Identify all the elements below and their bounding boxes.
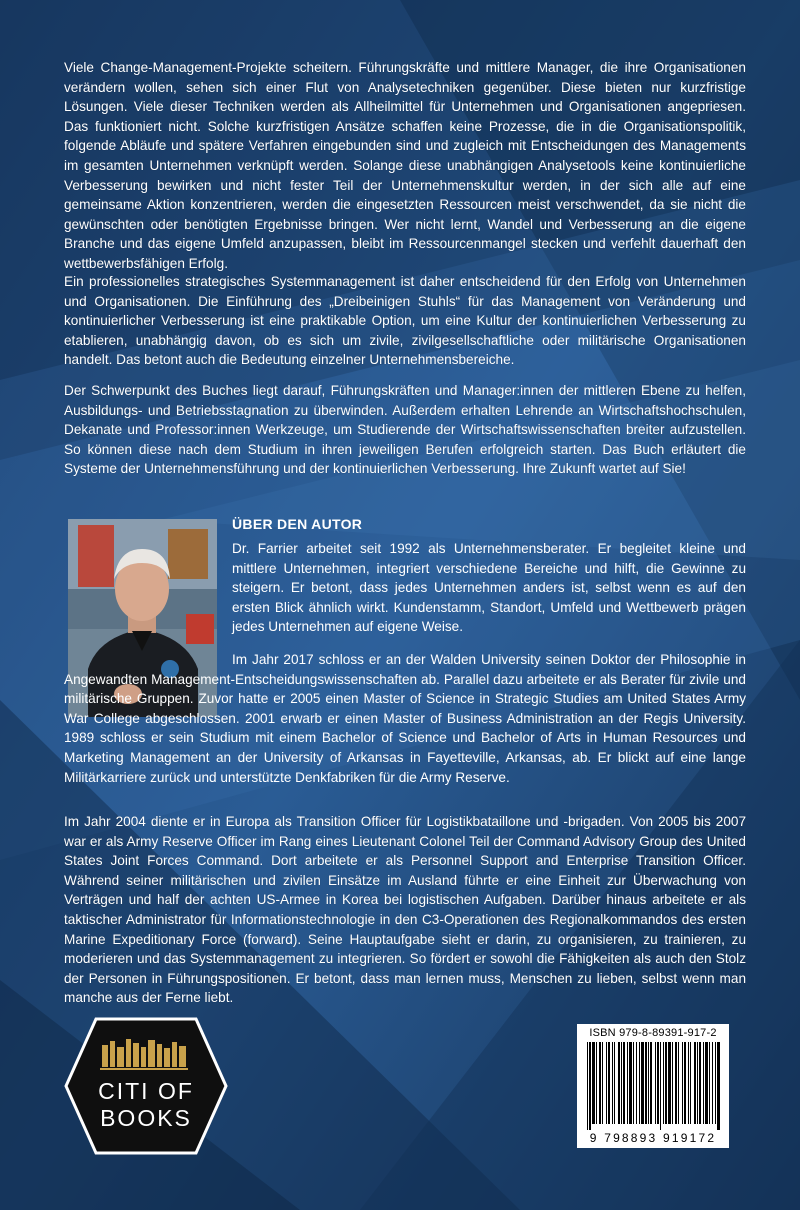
barcode-bar: [627, 1042, 628, 1124]
barcode-digits: 9 798893 919172: [589, 1131, 717, 1145]
logo-line-2: BOOKS: [100, 1105, 192, 1131]
barcode-bar: [608, 1042, 610, 1124]
barcode-bar: [602, 1042, 603, 1124]
barcode-bar: [629, 1042, 632, 1124]
barcode-bar: [682, 1042, 683, 1124]
author-bio-paragraph-1: Dr. Farrier arbeitet seit 1992 als Unternehmensberater. Er begleitet kleine und mittlere Unternehmen, integriert verschiedene Bereiche und hilft, die Gewinne zu steigern. Er betont, dass jedes Unternehmen anders ist, selbst wenn es auf den ersten Blick ähnlich wirkt. Kundenstamm, Standort, Umfeld und Wettbewerb prägen jedes Unternehmen auf eigene Weise.: [232, 541, 746, 635]
barcode-bar: [697, 1042, 698, 1124]
barcode-bar: [633, 1042, 634, 1124]
barcode-bar: [660, 1042, 661, 1130]
barcode-bar: [612, 1042, 613, 1124]
barcode-bar: [690, 1042, 691, 1124]
barcode-bars: [583, 1042, 723, 1130]
barcode-bar: [709, 1042, 710, 1124]
barcode-bar: [592, 1042, 595, 1124]
barcode-bar: [657, 1042, 659, 1124]
author-bio-paragraph-2: Im Jahr 2017 schloss er an der Walden University seinen Doktor der Philosophie in Angewandten Management-Entscheidungswissenschaften ab. Parallel dazu arbeitete er als Berater für zivile und militärische Gruppen. Zuvor hatte er 2005 einen Master of Science in Strategic Studies am United States Army War College abgeschlossen. 2001 erwarb er einen Master of Business Administration an der Regis University. 1989 schloss er sein Studium mit einem Bachelor of Science und Bachelor of Arts in Human Resources und Marketing Management an der University of Arkansas in Fayetteville, Arkansas, ab. Er blickt auf eine lange Militärkarriere zurück und unterstützte Denkfabriken für die Army Reserve.: [64, 652, 746, 785]
barcode-bar: [672, 1042, 673, 1124]
barcode-bar: [684, 1042, 686, 1124]
barcode-bar: [614, 1042, 615, 1124]
barcode-bar: [650, 1042, 652, 1124]
barcode-bar: [678, 1042, 679, 1124]
isbn-label: ISBN 979-8-89391-917-2: [589, 1027, 717, 1039]
barcode-bar: [668, 1042, 671, 1124]
barcode-bar: [623, 1042, 625, 1124]
blurb-paragraph-3: Der Schwerpunkt des Buches liegt darauf, Führungskräften und Manager:innen der mittleren Ebene zu helfen, Ausbildungs- und Betriebsstagnation zu überwinden. Außerdem erhalten Lehrende an Wirtschaftshochschulen, Dekanate und Professor:innen Werkzeuge, um Studierende der Wirtschaftswissenschaften breiter aufzustellen. So können diese nach dem Studium in ihren jeweiligen Berufen erfolgreich starten. Das Buch erläutert die Systeme der Unternehmensführung und der kontinuierlichen Verbesserung. Ihre Zukunft wartet auf Sie!: [64, 383, 746, 477]
barcode-bar: [618, 1042, 620, 1124]
barcode-bar: [699, 1042, 701, 1124]
barcode-bar: [606, 1042, 607, 1124]
barcode-bar: [663, 1042, 664, 1124]
author-heading: ÜBER DEN AUTOR: [232, 516, 363, 532]
barcode-bar: [703, 1042, 704, 1124]
isbn-barcode: [577, 1024, 729, 1148]
barcode-bar: [587, 1042, 588, 1130]
author-bio-paragraph-3: Im Jahr 2004 diente er in Europa als Transition Officer für Logistikbataillone und -brigaden. Von 2005 bis 2007 war er als Army Reserve Officer im Rang eines Lieutenant Colonel Teil der Command Advisory Group des United States Joint Forces Command. Dort arbeitete er als Personnel Support and Enterprise Transition Officer. Während seiner militärischen und zivilen Einsätze im Ausland führte er eine Einheit zur Überwachung von Verträgen und half der achten US-Armee in Korea bei logistischen Aufgaben. Darüber hinaus arbeitete er als taktischer Administrator für Informationstechnologie in den C3-Operationen des Regionalkommandos des ersten Marine Expeditionary Force (forward). Seine Hauptaufgabe sieht er darin, zu organisieren, zu trainieren, zu moderieren und das Systemmanagement zu integrieren. So fördert er sowohl die Fähigkeiten als auch den Stolz der Personen in Führungspositionen. Er betont, dass man lernen muss, Menschen zu lieben, selbst wenn man manche aus der Ferne liebt.: [64, 814, 746, 1006]
barcode-bar: [715, 1042, 716, 1124]
barcode-bar: [599, 1042, 601, 1124]
barcode-bar: [589, 1042, 591, 1130]
barcode-bar: [712, 1042, 713, 1124]
barcode-bar: [621, 1042, 622, 1124]
publisher-logo: [62, 1013, 230, 1159]
barcode-bar: [675, 1042, 677, 1124]
barcode-bar: [596, 1042, 597, 1124]
barcode-bar: [645, 1042, 647, 1124]
blurb-paragraph-2: Ein professionelles strategisches Systemmanagement ist daher entscheidend für den Erfolg von Unternehmen und Organisationen. Die Einführung des „Dreibeinigen Stuhls“ für das Management von Veränderung und kontinuierlicher Verbesserung ist eine praktikable Option, um eine Kultur der kontinuierlichen Verbesserung zu etablieren, unabhängig davon, ob es sich um zivile, zivilgesellschaftliche oder militärische Organisationen handelt. Das betont auch die Bedeutung einzelner Unternehmensbereiche.: [64, 274, 746, 368]
barcode-bar: [665, 1042, 667, 1124]
barcode-bar: [636, 1042, 637, 1124]
logo-line-1: CITI OF: [98, 1078, 194, 1104]
barcode-bar: [705, 1042, 708, 1124]
barcode-bar: [648, 1042, 649, 1124]
barcode-bar: [639, 1042, 640, 1124]
barcode-bar: [688, 1042, 689, 1124]
barcode-bar: [694, 1042, 696, 1124]
barcode-bar: [717, 1042, 720, 1130]
barcode-bar: [655, 1042, 656, 1124]
barcode-bar: [641, 1042, 644, 1124]
blurb-paragraph-1: Viele Change-Management-Projekte scheitern. Führungskräfte und mittlere Manager, die ihre Organisationen verändern wollen, sehen sich einer Flut von Analysetechniken gegenüber. Diese bieten nur kurzfristige Lösungen. Viele dieser Techniken werden als Allheilmittel für Unternehmen und Organisationen angepriesen. Das funktioniert nicht. Solche kurzfristigen Ansätze schaffen keine Prozesse, die in die Organisationspolitik, folgende Abläufe und spätere Verfahren eingebunden sind und zugleich mit Entscheidungen des Managements im gesamten Unternehmen verknüpft werden. Solange diese unabhängigen Analysetools keine kontinuierliche Verbesserung bewirken und nicht fester Teil der Unternehmenskultur werden, in der sich alle auf eine gemeinsame Aktion konzentrieren, werden die eingesetzten Ressourcen meist verschwendet, da sie nicht die gewünschten oder benötigten Ergebnisse bringen. Wer nicht lernt, Wandel und Verbesserung an die eigene Branche und das eigene Umfeld anzupassen, bleibt im Ressourcenmangel stecken und verfehlt dauerhaft den wettbewerbsfähigen Erfolg.: [64, 60, 746, 271]
